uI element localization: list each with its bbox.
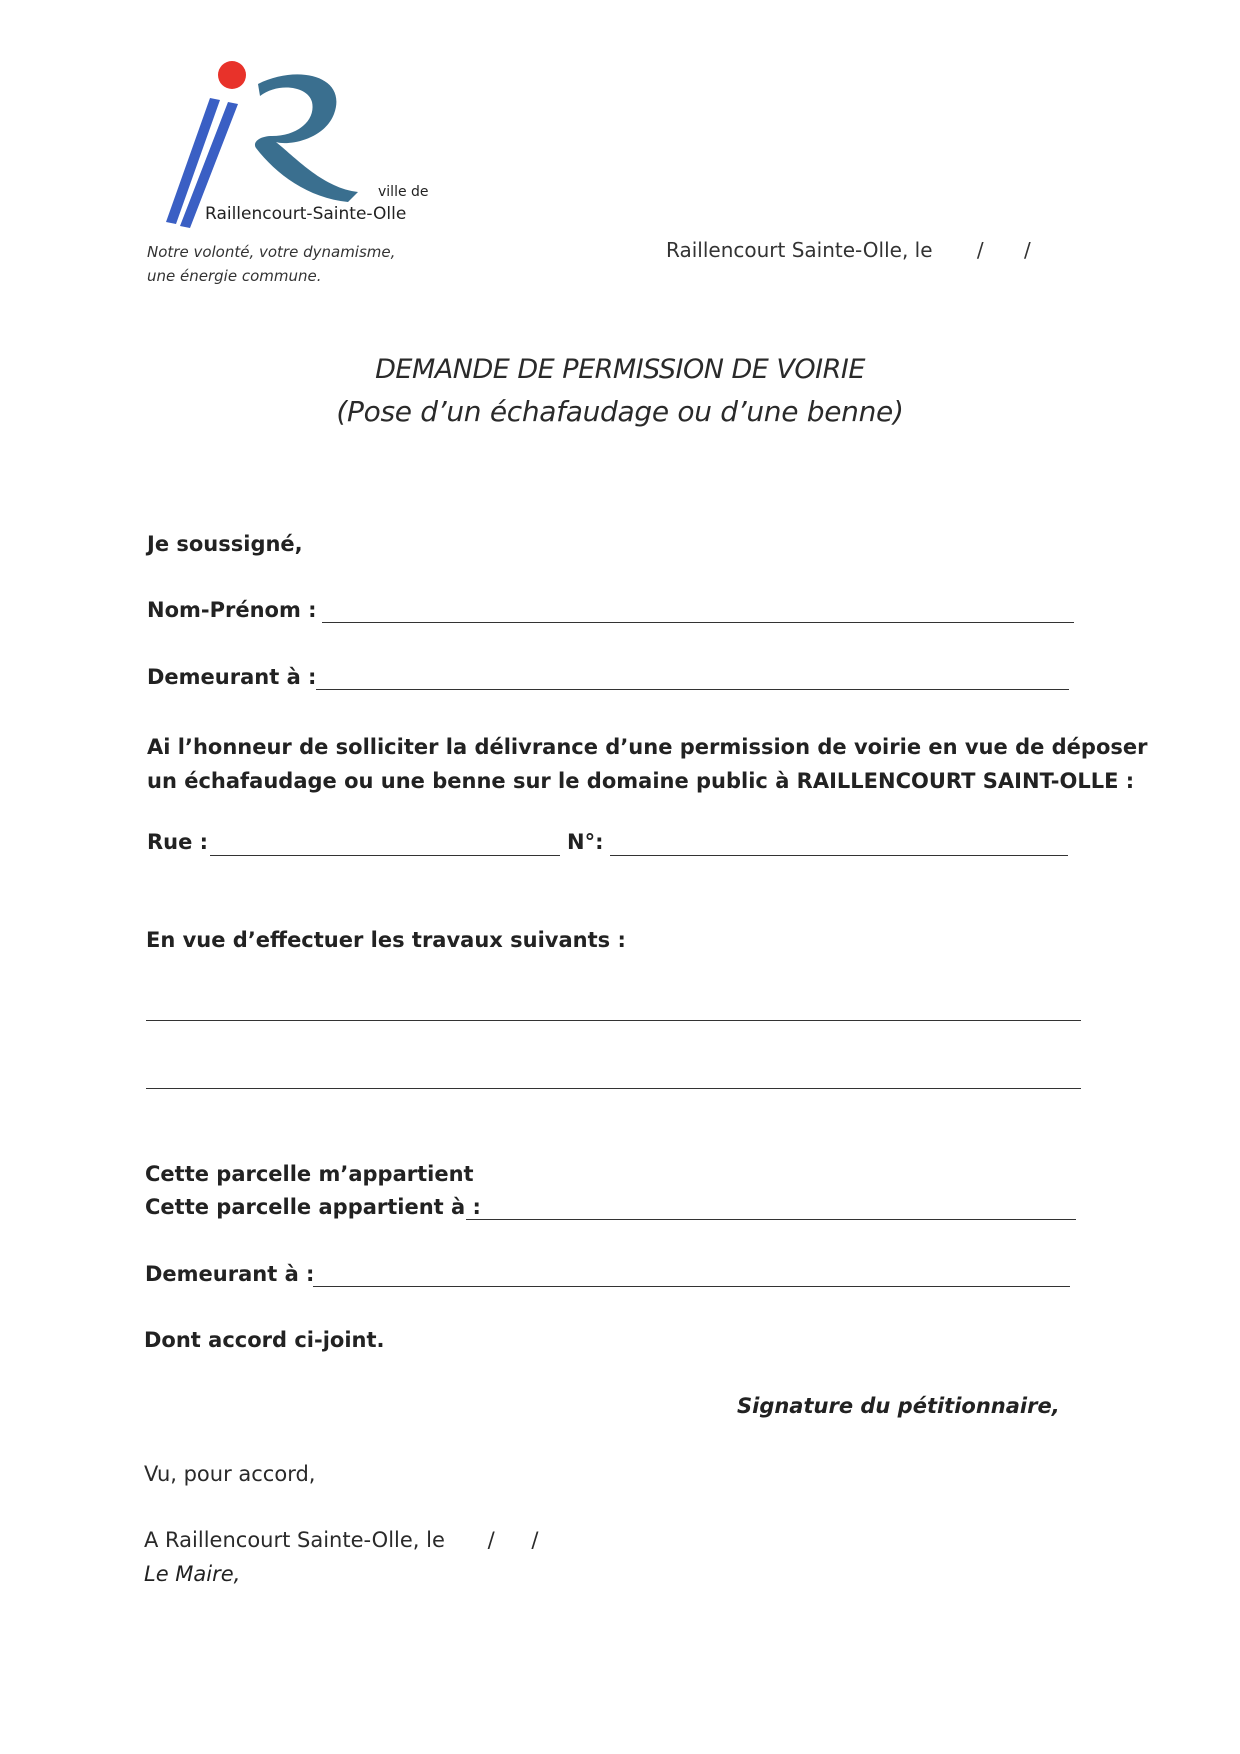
numero-field[interactable] <box>610 855 1068 856</box>
travaux-field-line-1[interactable] <box>146 1020 1081 1021</box>
request-paragraph <box>147 730 1147 798</box>
demeurant-field[interactable] <box>316 689 1069 690</box>
header-date-slash-2: / <box>1024 238 1031 262</box>
logo-town-name: Raillencourt-Sainte-Olle <box>205 204 407 224</box>
document-title: DEMANDE DE PERMISSION DE VOIRIE <box>375 354 865 385</box>
town-logo <box>148 56 448 236</box>
intro-text: Je soussigné, <box>147 532 303 556</box>
nom-prenom-label: Nom-Prénom : <box>147 598 317 622</box>
logo-ville-label: ville de <box>378 184 429 200</box>
header-date-slash-1: / <box>976 238 984 262</box>
vu-accord-text: Vu, pour accord, <box>144 1462 316 1486</box>
footer-date-slash-1: / <box>487 1528 495 1552</box>
demeurant-label: Demeurant à : <box>147 665 317 689</box>
maire-label: Le Maire, <box>144 1562 241 1586</box>
header-date-prefix: Raillencourt Sainte-Olle, le <box>666 238 933 262</box>
footer-date-prefix: A Raillencourt Sainte-Olle, le <box>144 1528 445 1552</box>
demeurant-2-field[interactable] <box>313 1286 1070 1287</box>
demeurant-2-label: Demeurant à : <box>145 1262 315 1286</box>
rue-field[interactable] <box>210 855 560 856</box>
request-line-2: un échafaudage ou une benne sur le domaine public à RAILLENCOURT SAINT-OLLE : <box>147 769 1135 793</box>
travaux-label: En vue d’effectuer les travaux suivants : <box>146 928 626 952</box>
nom-prenom-field[interactable] <box>322 622 1074 623</box>
motto-line-2: une énergie commune. <box>147 267 322 285</box>
town-motto <box>147 240 395 288</box>
header-date-line <box>666 238 1031 262</box>
rue-label: Rue : <box>147 830 209 854</box>
numero-label: N°: <box>567 830 604 854</box>
accord-joint-text: Dont accord ci-joint. <box>144 1328 385 1352</box>
request-line-1: Ai l’honneur de solliciter la délivrance d’une permission de voirie en vue de déposer <box>147 735 1148 759</box>
document-subtitle: (Pose d’un échafaudage ou d’une benne) <box>336 395 904 428</box>
parcelle-own-text: Cette parcelle m’appartient <box>145 1162 474 1186</box>
footer-date-line <box>144 1528 538 1552</box>
footer-date-slash-2: / <box>531 1528 539 1552</box>
parcelle-other-label: Cette parcelle appartient à : <box>145 1195 481 1219</box>
parcelle-owner-field[interactable] <box>466 1219 1076 1220</box>
motto-line-1: Notre volonté, votre dynamisme, <box>147 243 396 261</box>
signature-label: Signature du pétitionnaire, <box>737 1394 1060 1418</box>
travaux-field-line-2[interactable] <box>146 1088 1081 1089</box>
